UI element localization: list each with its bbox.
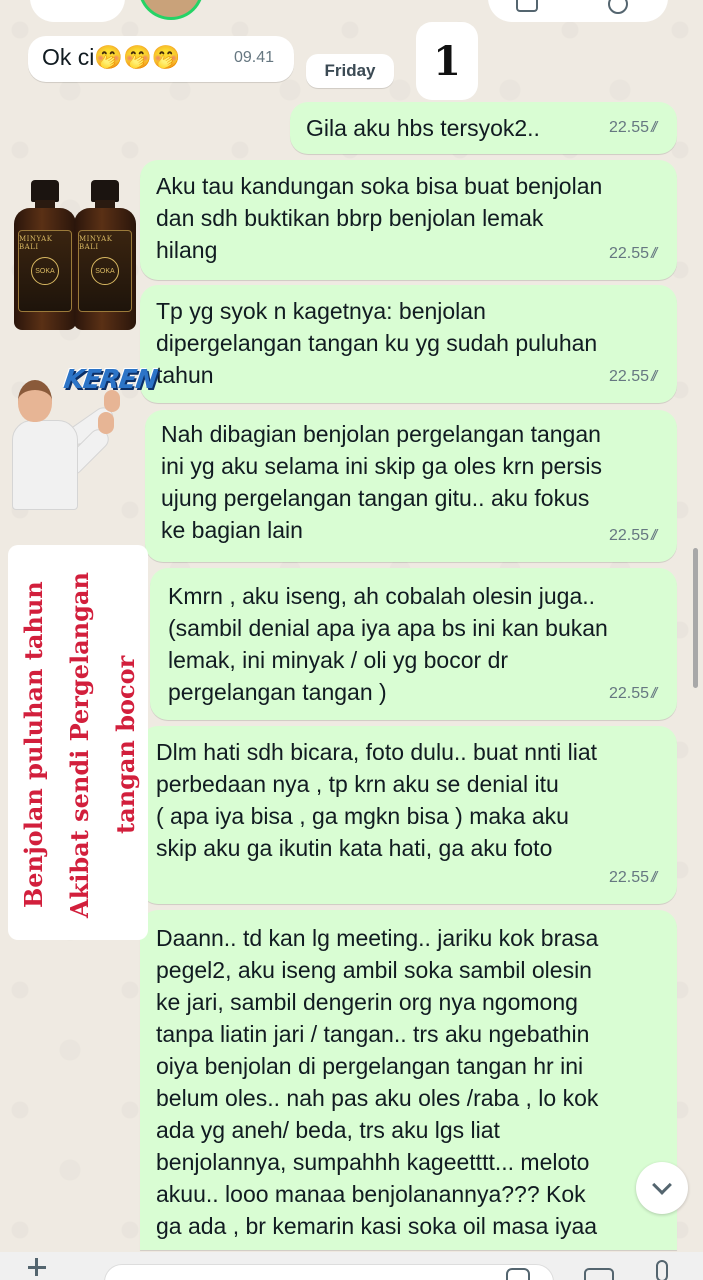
message-text: Dlm hati sdh bicara, foto dulu.. buat nnti liat perbedaan nya , tp krn aku se denial itu ( apa iya bisa , ga mgkn bisa ) maka aku skip aku ga ikutin kata hati, ga aku foto xyxy=(156,739,598,861)
scrollbar[interactable] xyxy=(693,548,698,688)
page-number-badge: 1 xyxy=(416,22,478,100)
mic-icon[interactable] xyxy=(656,1260,668,1280)
message-outgoing[interactable] xyxy=(290,102,677,154)
double-check-icon xyxy=(653,678,659,710)
scroll-to-bottom-button[interactable] xyxy=(636,1162,688,1214)
message-time: 22.55 xyxy=(608,685,649,702)
sticker-icon[interactable] xyxy=(506,1268,530,1280)
caption-line-3: tangan bocor xyxy=(111,655,140,835)
message-outgoing[interactable] xyxy=(140,160,677,280)
double-check-icon xyxy=(653,361,659,393)
camera-icon[interactable] xyxy=(584,1268,614,1280)
message-time: 22.55 xyxy=(608,245,649,262)
header-actions xyxy=(488,0,668,22)
double-check-icon xyxy=(653,238,659,270)
message-text: Kmrn , aku iseng, ah cobalah olesin juga.. (sambil denial apa iya apa bs ini kan bukan lemak, ini minyak / oli yg bocor dr pergelangan tangan ) xyxy=(168,583,608,705)
composer-bar xyxy=(0,1252,703,1280)
message-text: Tp yg syok n kagetnya: benjolan dipergelangan tangan ku yg sudah puluhan tahun xyxy=(156,298,598,388)
message-meta xyxy=(609,361,659,393)
caption-line-2: Akibat sendi Pergelangan xyxy=(65,572,94,918)
message-outgoing[interactable] xyxy=(140,910,677,1250)
message-meta xyxy=(609,238,659,270)
message-meta xyxy=(609,520,659,552)
message-meta xyxy=(609,112,659,144)
message-text: Daann.. td kan lg meeting.. jariku kok brasa pegel2, aku iseng ambil soka sambil olesin ke jari, sambil dengerin org nya ngomong tanpa liatin jari / tangan.. trs aku ngebathin oiya benjolan di pergelangan tangan hr ini belum oles.. nah pas aku oles /raba , lo kok ada yg aneh/ beda, trs aku lgs liat benjolannya, sumpahhh kageetttt... meloto akuu.. looo manaa benjolanannya??? Kok ga ada , br kemarin kasi soka oil masa iyaa xyxy=(156,925,599,1239)
message-text: Aku tau kandungan soka bisa buat benjolan dan sdh buktikan bbrp benjolan lemak hilang xyxy=(156,173,603,263)
message-time: 22.55 xyxy=(608,368,649,385)
message-outgoing[interactable] xyxy=(140,726,677,904)
message-text: Nah dibagian benjolan pergelangan tangan ini yg aku selama ini skip ga oles krn persis ujung pergelangan tangan gitu.. aku fokus ke bagian lain xyxy=(161,421,603,543)
product-name: SOKA xyxy=(31,257,59,285)
clapping-man-sticker xyxy=(8,380,148,512)
message-meta xyxy=(234,42,274,74)
message-text: Gila aku hbs tersyok2.. xyxy=(306,115,540,141)
plus-icon[interactable] xyxy=(28,1266,46,1269)
message-time: 22.55 xyxy=(608,869,649,886)
double-check-icon xyxy=(653,520,659,552)
voice-call-icon[interactable] xyxy=(608,0,628,14)
contact-avatar[interactable] xyxy=(138,0,204,20)
product-brand: MINYAK BALI xyxy=(79,235,113,251)
double-check-icon xyxy=(653,862,659,894)
message-incoming[interactable] xyxy=(28,36,294,82)
product-brand: MINYAK BALI xyxy=(19,235,53,251)
keren-sticker-text: KEREN xyxy=(61,365,159,395)
message-time: 22.55 xyxy=(608,527,649,544)
message-outgoing[interactable] xyxy=(145,410,677,562)
day-separator: Friday xyxy=(306,54,394,88)
message-outgoing[interactable] xyxy=(140,285,677,403)
message-input[interactable] xyxy=(104,1264,554,1280)
chevron-down-icon xyxy=(652,1175,672,1195)
message-meta xyxy=(609,862,659,894)
message-time: 09.41 xyxy=(233,49,274,66)
product-bottle-image xyxy=(14,180,76,330)
message-time: 22.55 xyxy=(608,119,649,136)
product-bottle-image xyxy=(74,180,136,330)
product-name: SOKA xyxy=(91,257,119,285)
caption-line-1: Benjolan puluhan tahun xyxy=(19,581,48,909)
video-call-icon[interactable] xyxy=(516,0,538,12)
back-button[interactable] xyxy=(30,0,125,22)
message-text: Ok ci🤭🤭🤭 xyxy=(42,44,181,70)
caption-sticker xyxy=(8,545,148,940)
message-outgoing[interactable] xyxy=(150,568,677,720)
message-meta xyxy=(609,678,659,710)
double-check-icon xyxy=(653,112,659,144)
